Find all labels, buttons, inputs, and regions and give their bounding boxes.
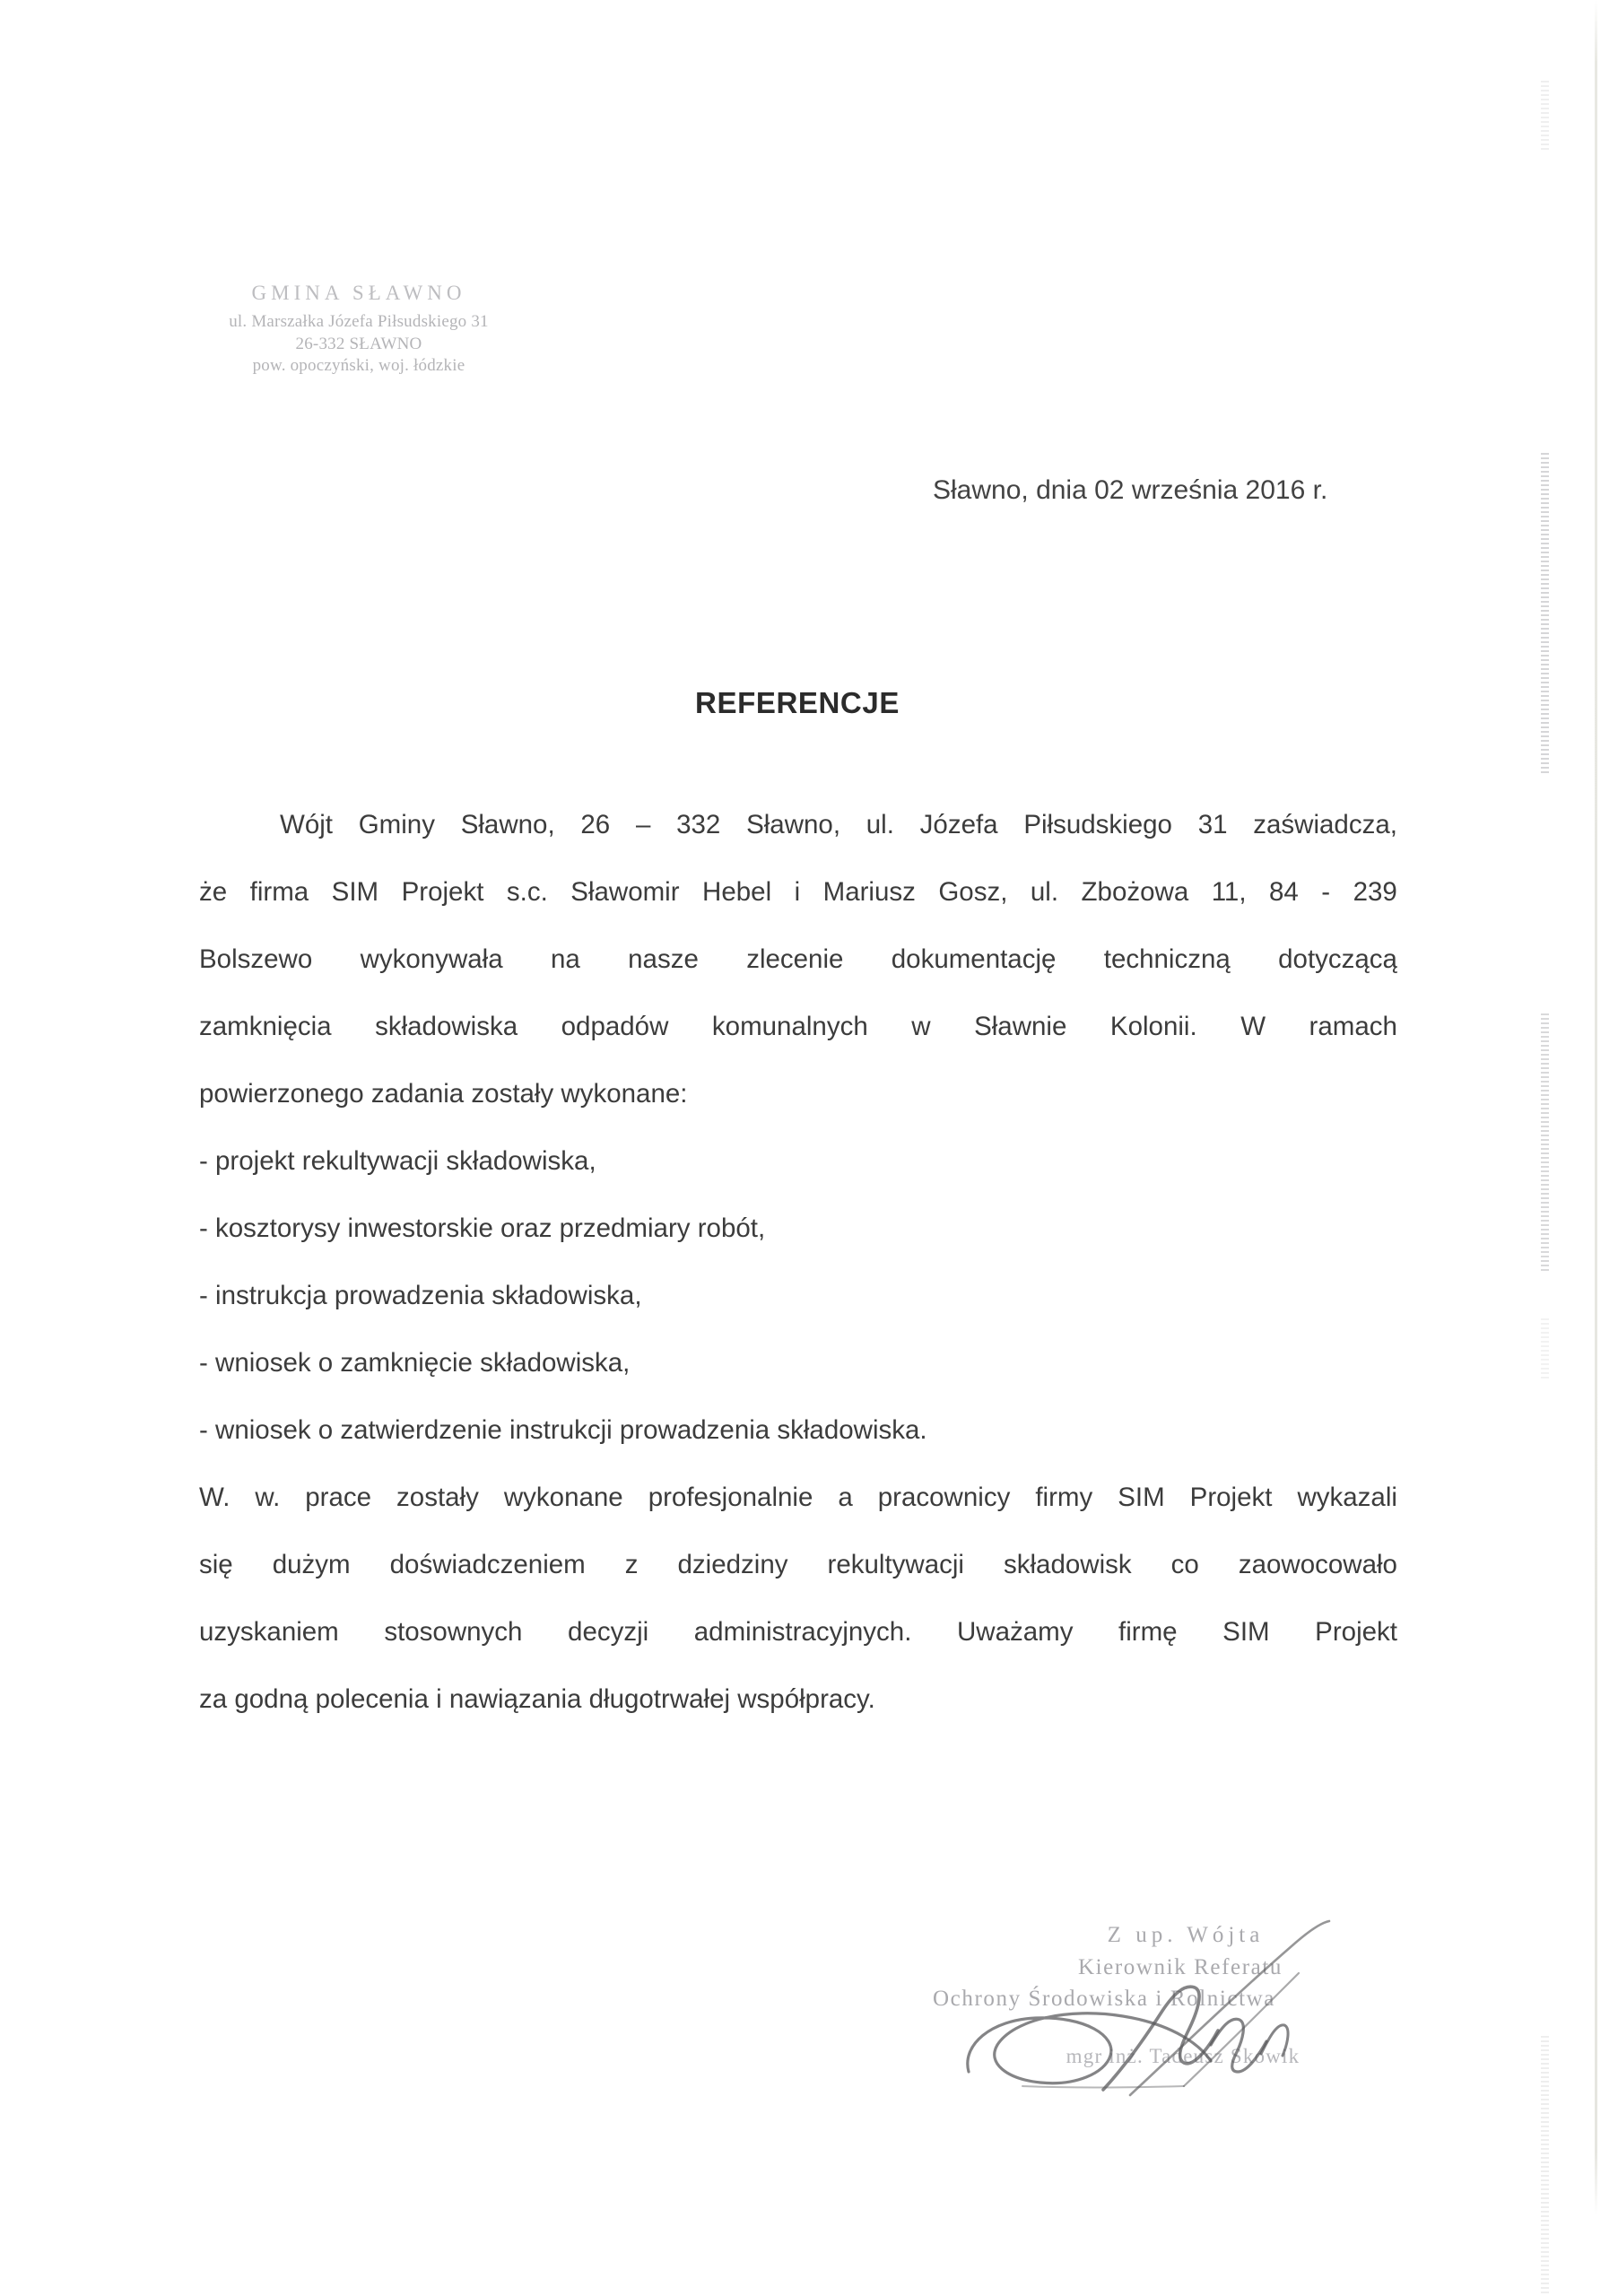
text-word: wykazali (1297, 1483, 1397, 1512)
paragraph-line (199, 1484, 1397, 1552)
text-word: z (624, 1550, 639, 1579)
text-word: wykonane (503, 1483, 623, 1512)
text-word: zamknięcia (199, 1012, 332, 1041)
text-word: zaowocowało (1238, 1550, 1397, 1579)
text-word: Projekt (401, 877, 484, 907)
text-word: administracyjnych. (693, 1617, 912, 1647)
paragraph-line: za godną polecenia i nawiązania długotrwałej współpracy. (199, 1684, 875, 1714)
paragraph-line (199, 1619, 1397, 1686)
list-item: - instrukcja prowadzenia składowiska, (199, 1281, 642, 1310)
text-word: dokumentację (891, 944, 1057, 974)
text-word: stosownych (384, 1617, 523, 1647)
text-word: firmę (1118, 1617, 1178, 1647)
text-word: składowisk (1004, 1550, 1132, 1579)
text-word: Zbożowa (1081, 877, 1189, 907)
scan-artifact-mark (1541, 453, 1549, 776)
text-word: SIM (331, 877, 379, 907)
list-item: - wniosek o zatwierdzenie instrukcji prowadzenia składowiska. (199, 1415, 927, 1445)
list-item: - wniosek o zamknięcie składowiska, (199, 1348, 631, 1378)
text-word: Gosz, (938, 877, 1008, 907)
text-word: ul. (866, 810, 894, 839)
signature-block (933, 1919, 1381, 2108)
paragraph-line (199, 812, 1397, 879)
text-word: komunalnych (711, 1012, 868, 1041)
text-word: zostały (396, 1483, 479, 1512)
text-word: Hebel (702, 877, 772, 907)
paragraph-line (199, 879, 1397, 946)
document-body (199, 812, 1397, 1753)
signature-line-4: mgr inż. Tadeusz Skowik (1066, 2044, 1300, 2067)
signature-stamp (933, 1919, 1381, 2071)
text-word: Sławno, (460, 810, 555, 839)
page-title: REFERENCJE (695, 686, 900, 719)
paragraph-intro (199, 812, 1397, 1148)
scope-list (199, 1148, 1397, 1484)
text-word: W. (199, 1483, 231, 1512)
text-word: techniczną (1103, 944, 1231, 974)
text-word: SIM (1118, 1483, 1165, 1512)
text-word: 31 (1197, 810, 1228, 839)
text-word: ramach (1309, 1012, 1397, 1041)
text-word: Wójt (280, 810, 333, 839)
date-line: Sławno, dnia 02 września 2016 r. (933, 475, 1328, 505)
text-word: Sławnie (974, 1012, 1067, 1041)
text-word: Gminy (358, 810, 435, 839)
text-word: dotyczącą (1278, 944, 1397, 974)
paragraph-line: powierzonego zadania zostały wykonane: (199, 1079, 688, 1109)
text-word: nasze (628, 944, 699, 974)
letterhead-stamp (170, 280, 547, 378)
signature-line-1: Z up. Wójta (1107, 1923, 1265, 1947)
text-word: s.c. (506, 877, 548, 907)
scan-edge-line (1595, 0, 1597, 2296)
text-word: 84 (1269, 877, 1299, 907)
text-word: SIM (1222, 1617, 1270, 1647)
paragraph-line (199, 946, 1397, 1013)
text-word: że (199, 877, 228, 907)
text-word: a (838, 1483, 853, 1512)
text-word: uzyskaniem (199, 1617, 339, 1647)
text-word: rekultywacji (827, 1550, 964, 1579)
text-word: W (1240, 1012, 1266, 1041)
text-word: 239 (1353, 877, 1397, 907)
text-word: pracownicy (877, 1483, 1011, 1512)
text-word: firmy (1035, 1483, 1093, 1512)
text-word: składowiska (375, 1012, 518, 1041)
text-word: zlecenie (746, 944, 844, 974)
text-word: firma (249, 877, 309, 907)
text-word: się (199, 1550, 233, 1579)
text-word: Sławomir (570, 877, 680, 907)
text-word: profesjonalnie (648, 1483, 813, 1512)
text-word: Józefa (919, 810, 998, 839)
scan-artifact-mark (1541, 81, 1549, 152)
text-word: Sławno, (746, 810, 841, 839)
text-word: Bolszewo (199, 944, 313, 974)
text-word: doświadczeniem (389, 1550, 586, 1579)
text-word: wykonywała (360, 944, 503, 974)
text-word: ul. (1030, 877, 1059, 907)
signature-line-3: Ochrony Środowiska i Rolnictwa (933, 1987, 1275, 2011)
letterhead-postal: 26-332 SŁAWNO (295, 334, 422, 353)
text-word: – (635, 810, 651, 839)
letterhead-region: pow. opoczyński, woj. łódzkie (252, 356, 465, 376)
text-word: prace (305, 1483, 372, 1512)
text-word: i (794, 877, 801, 907)
scan-artifact-mark (1541, 1013, 1549, 1274)
text-word: Piłsudskiego (1023, 810, 1172, 839)
text-word: decyzji (568, 1617, 649, 1647)
signature-line-2: Kierownik Referatu (1077, 1954, 1283, 1979)
text-word: dziedziny (677, 1550, 788, 1579)
list-item: - projekt rekultywacji składowiska, (199, 1146, 596, 1176)
text-word: 26 (580, 810, 611, 839)
text-word: co (1170, 1550, 1199, 1579)
paragraph-line (199, 1552, 1397, 1619)
text-word: w (911, 1012, 931, 1041)
scan-artifact-mark (1541, 1318, 1549, 1381)
letterhead-street: ul. Marszałka Józefa Piłsudskiego 31 (229, 311, 489, 331)
text-word: Kolonii. (1109, 1012, 1197, 1041)
text-word: Projekt (1189, 1483, 1273, 1512)
text-word: w. (255, 1483, 281, 1512)
text-word: dużym (272, 1550, 351, 1579)
text-word: odpadów (561, 1012, 669, 1041)
text-word: Mariusz (822, 877, 916, 907)
text-word: Uważamy (956, 1617, 1074, 1647)
text-word: zaświadcza, (1253, 810, 1397, 839)
text-word: na (550, 944, 580, 974)
list-item: - kosztorysy inwestorskie oraz przedmiary robót, (199, 1213, 766, 1243)
paragraph-closing (199, 1484, 1397, 1753)
paragraph-line (199, 1013, 1397, 1081)
text-word: 332 (676, 810, 721, 839)
scan-artifact-mark (1541, 2036, 1549, 2296)
text-word: 11, (1211, 877, 1247, 907)
text-word: Projekt (1315, 1617, 1397, 1647)
text-word: - (1321, 877, 1331, 907)
letterhead-organization: GMINA SŁAWNO (251, 282, 466, 304)
